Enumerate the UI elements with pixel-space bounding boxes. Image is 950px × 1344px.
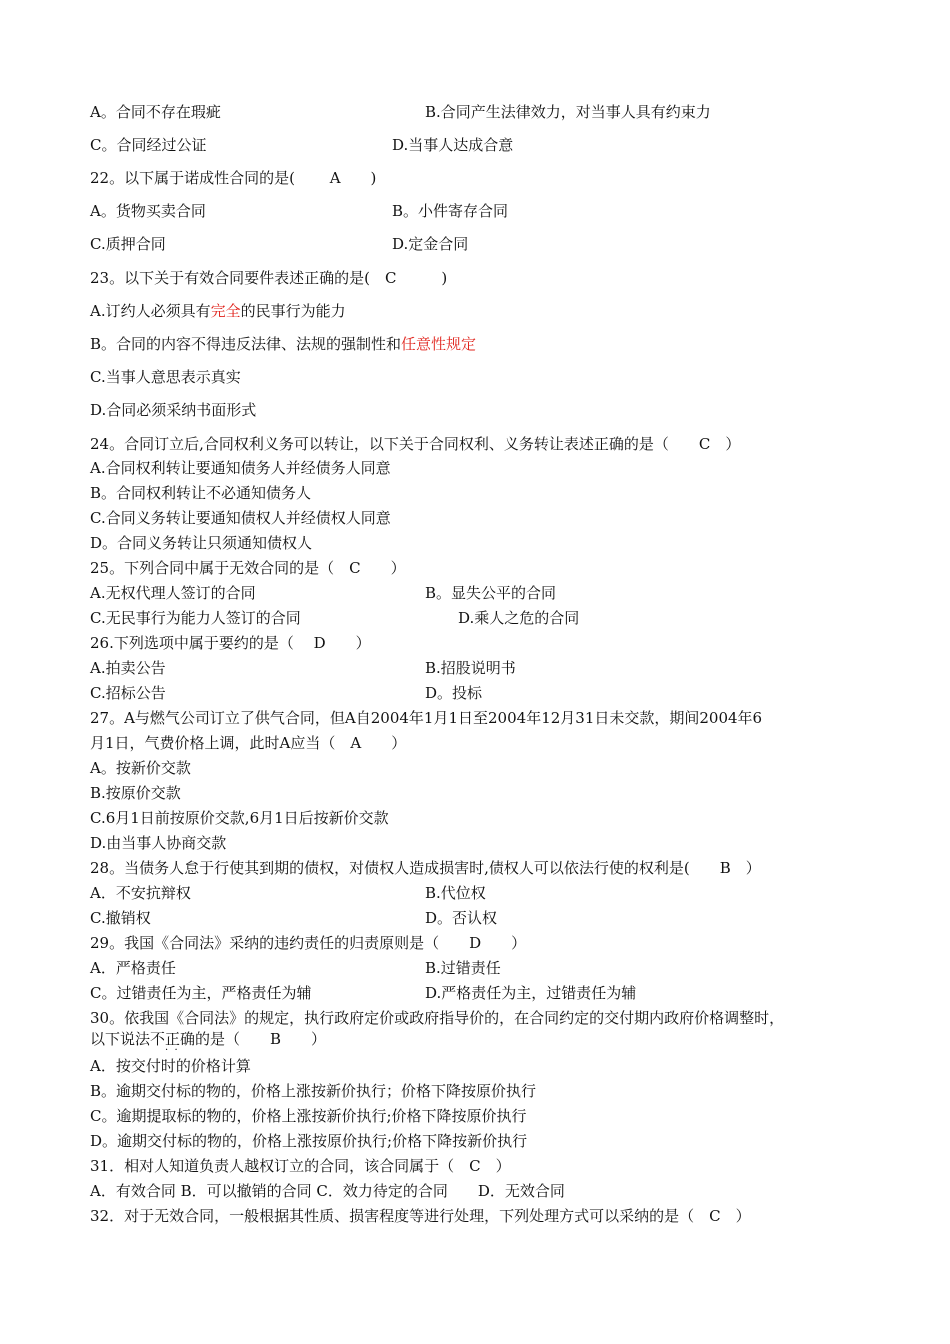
question-27-continued: 月1日，气费价格上调，此时A应当（ A ） [90,734,407,752]
option-d: D。合同义务转让只须通知债权人 [90,534,313,552]
option-c: C.无民事行为能力人签订的合同 [90,609,301,627]
question-28: 28。当债务人怠于行使其到期的债权，对债权人造成损害时,债权人可以依法行使的权利是( B ） [90,859,761,877]
option-b: B.按原价交款 [90,784,181,802]
option-c: C。过错责任为主，严格责任为辅 [90,984,312,1002]
option-b [90,334,476,354]
question-29: 29。我国《合同法》采纳的违约责任的归责原则是（ D ） [90,934,527,952]
option-c: C.招标公告 [90,684,166,702]
option-b: B.代位权 [425,884,486,902]
option-a: A。按新价交款 [90,759,191,777]
option-a: A．按交付时的价格计算 [90,1057,251,1075]
option-b: B.招股说明书 [425,659,516,677]
option-d: D。否认权 [425,909,498,927]
question-22: 22。以下属于诺成性合同的是( A ) [90,169,377,187]
question-30-continued: 以下说法不正确的是（ B ） [90,1030,327,1048]
question-30: 30。依我国《合同法》的规定，执行政府定价或政府指导价的，在合同约定的交付期内政府价格调整时， [90,1009,785,1027]
option-text: A.订约人必须具有 [90,302,211,320]
highlighted-text: 完全 [210,302,241,320]
option-b: B。显失公平的合同 [425,584,557,602]
option-b: B。逾期交付标的物的，价格上涨按新价执行；价格下降按原价执行 [90,1082,537,1100]
option-c: C.撤销权 [90,909,151,927]
option-b: B.合同产生法律效力，对当事人具有约束力 [425,103,711,121]
option-d: D.合同必须采纳书面形式 [90,401,257,419]
question-24: 24。合同订立后,合同权利义务可以转让，以下关于合同权利、义务转让表述正确的是（ C ） [90,435,741,453]
option-d: D.当事人达成合意 [392,136,514,154]
option-d: D.定金合同 [392,235,469,253]
question-31: 31．相对人知道负责人越权订立的合同，该合同属于（ C ） [90,1157,511,1175]
question-32: 32．对于无效合同，一般根据其性质、损害程度等进行处理，下列处理方式可以采纳的是（ C ） [90,1207,751,1225]
option-a: A.合同权利转让要通知债务人并经债务人同意 [90,459,391,477]
option-b: B.过错责任 [425,959,501,977]
option-b: B。合同权利转让不必通知债务人 [90,484,312,502]
question-23: 23。以下关于有效合同要件表述正确的是( C ) [90,269,448,287]
option-a: A.无权代理人签订的合同 [90,584,256,602]
option-d: D。逾期交付标的物的，价格上涨按原价执行;价格下降按新价执行 [90,1132,528,1150]
option-text: B。合同的内容不得违反法律、法规的强制性和 [90,335,402,353]
option-a: A。合同不存在瑕疵 [90,103,221,121]
question-27: 27。A与燃气公司订立了供气合同，但A自2004年1月1日至2004年12月31日未交款，期间2004年6 [90,709,763,727]
option-c: C.6月1日前按原价交款,6月1日后按新价交款 [90,809,389,827]
option-a: A。货物买卖合同 [90,202,206,220]
option-a [90,301,346,321]
option-c: C。合同经过公证 [90,136,207,154]
option-a: A．严格责任 [90,959,176,977]
option-d: D。投标 [425,684,483,702]
option-c: C.合同义务转让要通知债权人并经债权人同意 [90,509,391,527]
question-25: 25。下列合同中属于无效合同的是（ C ） [90,559,406,577]
option-c: C.质押合同 [90,235,166,253]
option-c: C。逾期提取标的物的，价格上涨按新价执行;价格下降按原价执行 [90,1107,527,1125]
option-a: A．不安抗辩权 [90,884,191,902]
option-a: A.拍卖公告 [90,659,166,677]
options-31: A．有效合同 B．可以撤销的合同 C．效力待定的合同 D．无效合同 [90,1182,565,1200]
option-c: C.当事人意思表示真实 [90,368,241,386]
option-d: D.乘人之危的合同 [458,609,580,627]
emphasis-dots: · · [165,1045,178,1056]
option-text: 的民事行为能力 [240,302,346,320]
option-d: D.由当事人协商交款 [90,834,227,852]
option-d: D.严格责任为主，过错责任为辅 [425,984,637,1002]
highlighted-text: 任意性规定 [401,335,477,353]
question-26: 26.下列选项中属于要约的是（ D ） [90,634,371,652]
option-b: B。小件寄存合同 [392,202,509,220]
